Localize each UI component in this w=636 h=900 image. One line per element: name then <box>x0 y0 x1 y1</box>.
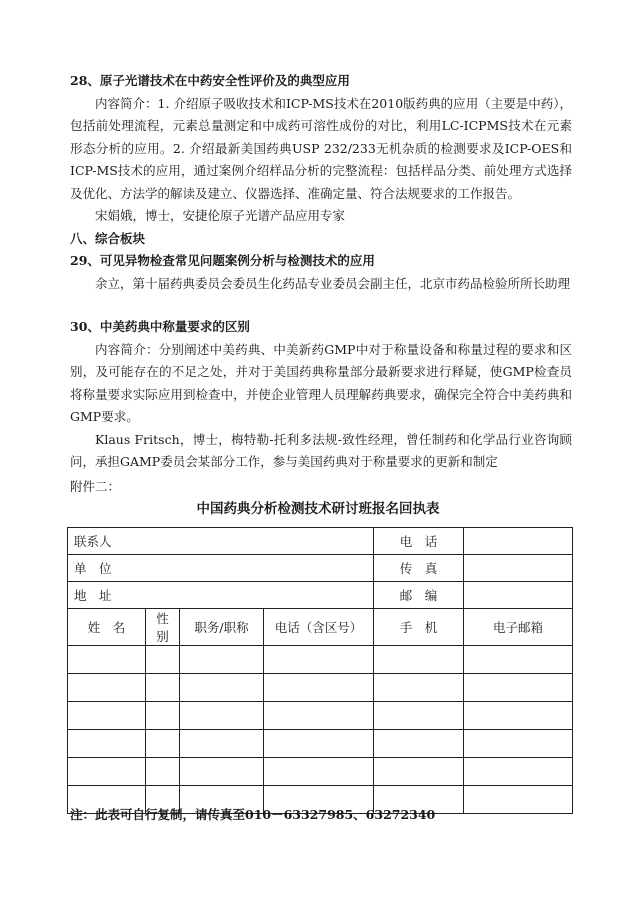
form-entry-cell[interactable] <box>180 730 264 758</box>
form-entry-cell[interactable] <box>180 674 264 702</box>
section-28 <box>70 70 572 228</box>
phone-label: 电 话 <box>374 528 464 555</box>
form-entry-cell[interactable] <box>264 646 374 674</box>
section-29 <box>70 250 572 295</box>
unit-label: 单 位 <box>74 561 112 576</box>
form-entry-cell[interactable] <box>68 674 146 702</box>
section-30 <box>70 316 572 474</box>
section-29-title: 29、可见异物检查常见问题案例分析与检测技术的应用 <box>70 253 375 268</box>
form-entry-cell[interactable] <box>146 758 180 786</box>
form-header-row <box>68 609 573 646</box>
form-row-unit <box>68 555 573 582</box>
form-entry-cell[interactable] <box>464 730 573 758</box>
postcode-field[interactable] <box>464 582 573 609</box>
phone-field[interactable] <box>464 528 573 555</box>
section-30-title: 30、中美药典中称量要求的区别 <box>70 319 250 334</box>
postcode-label: 邮 编 <box>374 582 464 609</box>
contact-field[interactable] <box>68 528 374 555</box>
section-8-title: 八、综合板块 <box>70 231 146 246</box>
form-entry-row <box>68 674 573 702</box>
form-row-address <box>68 582 573 609</box>
form-entry-cell[interactable] <box>374 730 464 758</box>
form-entry-cell[interactable] <box>146 730 180 758</box>
form-entry-cell[interactable] <box>374 674 464 702</box>
fax-label: 传 真 <box>374 555 464 582</box>
form-entry-cell[interactable] <box>68 730 146 758</box>
col-name: 姓 名 <box>68 609 146 646</box>
section-29-speaker: 余立，第十届药典委员会委员生化药品专业委员会副主任，北京市药品检验所所长助理 <box>95 275 571 291</box>
form-entry-cell[interactable] <box>264 674 374 702</box>
unit-field[interactable] <box>68 555 374 582</box>
section-8 <box>70 228 572 251</box>
form-entry-row <box>68 758 573 786</box>
form-entry-cell[interactable] <box>146 702 180 730</box>
form-entry-cell[interactable] <box>180 702 264 730</box>
section-30-intro: 内容简介：分别阐述中美药典、中美新药GMP中对于称量设备和称量过程的要求和区别，及可能存在的不足之处，并对于美国药典称量部分最新要求进行释疑，使GMP检查员将称量要求实际应用到检查中，并使企业管理人员理解药典要求，确保完全符合中美药典和GMP要求。 <box>70 341 572 424</box>
form-entry-cell[interactable] <box>464 786 573 814</box>
registration-form <box>67 527 573 814</box>
fax-note: 注：此表可自行复制，请传真至010－63327985、63272340 <box>70 807 436 822</box>
attachment-label: 附件二： <box>70 479 121 494</box>
form-entry-cell[interactable] <box>374 758 464 786</box>
address-field[interactable] <box>68 582 374 609</box>
form-entry-cell[interactable] <box>68 758 146 786</box>
section-28-title: 28、原子光谱技术在中药安全性评价及的典型应用 <box>70 73 350 88</box>
form-entry-cell[interactable] <box>374 702 464 730</box>
form-entry-cell[interactable] <box>68 646 146 674</box>
form-entry-cell[interactable] <box>464 674 573 702</box>
form-entry-rows <box>68 646 573 814</box>
form-entry-row <box>68 702 573 730</box>
col-email: 电子邮箱 <box>464 609 573 646</box>
form-entry-row <box>68 730 573 758</box>
col-title: 职务/职称 <box>180 609 264 646</box>
col-mobile: 手 机 <box>374 609 464 646</box>
form-row-contact <box>68 528 573 555</box>
form-entry-cell[interactable] <box>264 702 374 730</box>
section-28-speaker: 宋娟娥，博士，安捷伦原子光谱产品应用专家 <box>95 208 346 223</box>
form-entry-cell[interactable] <box>180 646 264 674</box>
form-entry-cell[interactable] <box>374 646 464 674</box>
fax-field[interactable] <box>464 555 573 582</box>
form-entry-cell[interactable] <box>146 646 180 674</box>
form-entry-cell[interactable] <box>464 702 573 730</box>
form-entry-cell[interactable] <box>464 646 573 674</box>
address-label: 地 址 <box>74 588 112 603</box>
col-tel: 电话（含区号） <box>264 609 374 646</box>
section-28-intro: 内容简介：1. 介绍原子吸收技术和ICP-MS技术在2010版药典的应用（主要是中药），包括前处理流程，元素总量测定和中成药可溶性成份的对比，利用LC-ICPMS技术在元素形态分析的应用。2. 介绍最新美国药典USP 232/233无机杂质的检测要求及ICP-OES和ICP-MS技术的应用，通过案例介绍样品分析的完整流程：包括样品分类、前处理方式选择及优化、方法学的解读及建立、仪器选择、准确定量、符合法规要求的工作报告。 <box>70 95 572 201</box>
form-entry-cell[interactable] <box>180 758 264 786</box>
col-gender: 性别 <box>146 609 180 646</box>
contact-label: 联系人 <box>74 534 112 549</box>
form-title: 中国药典分析检测技术研讨班报名回执表 <box>196 501 440 517</box>
section-30-speaker: Klaus Fritsch，博士，梅特勒-托利多法规-致性经理，曾任制药和化学品行业咨询顾问，承担GAMP委员会某部分工作，参与美国药典对于称量要求的更新和制定 <box>70 431 572 469</box>
form-entry-cell[interactable] <box>264 730 374 758</box>
form-entry-cell[interactable] <box>264 758 374 786</box>
form-entry-cell[interactable] <box>146 674 180 702</box>
form-entry-cell[interactable] <box>464 758 573 786</box>
form-entry-row <box>68 646 573 674</box>
form-entry-cell[interactable] <box>68 702 146 730</box>
